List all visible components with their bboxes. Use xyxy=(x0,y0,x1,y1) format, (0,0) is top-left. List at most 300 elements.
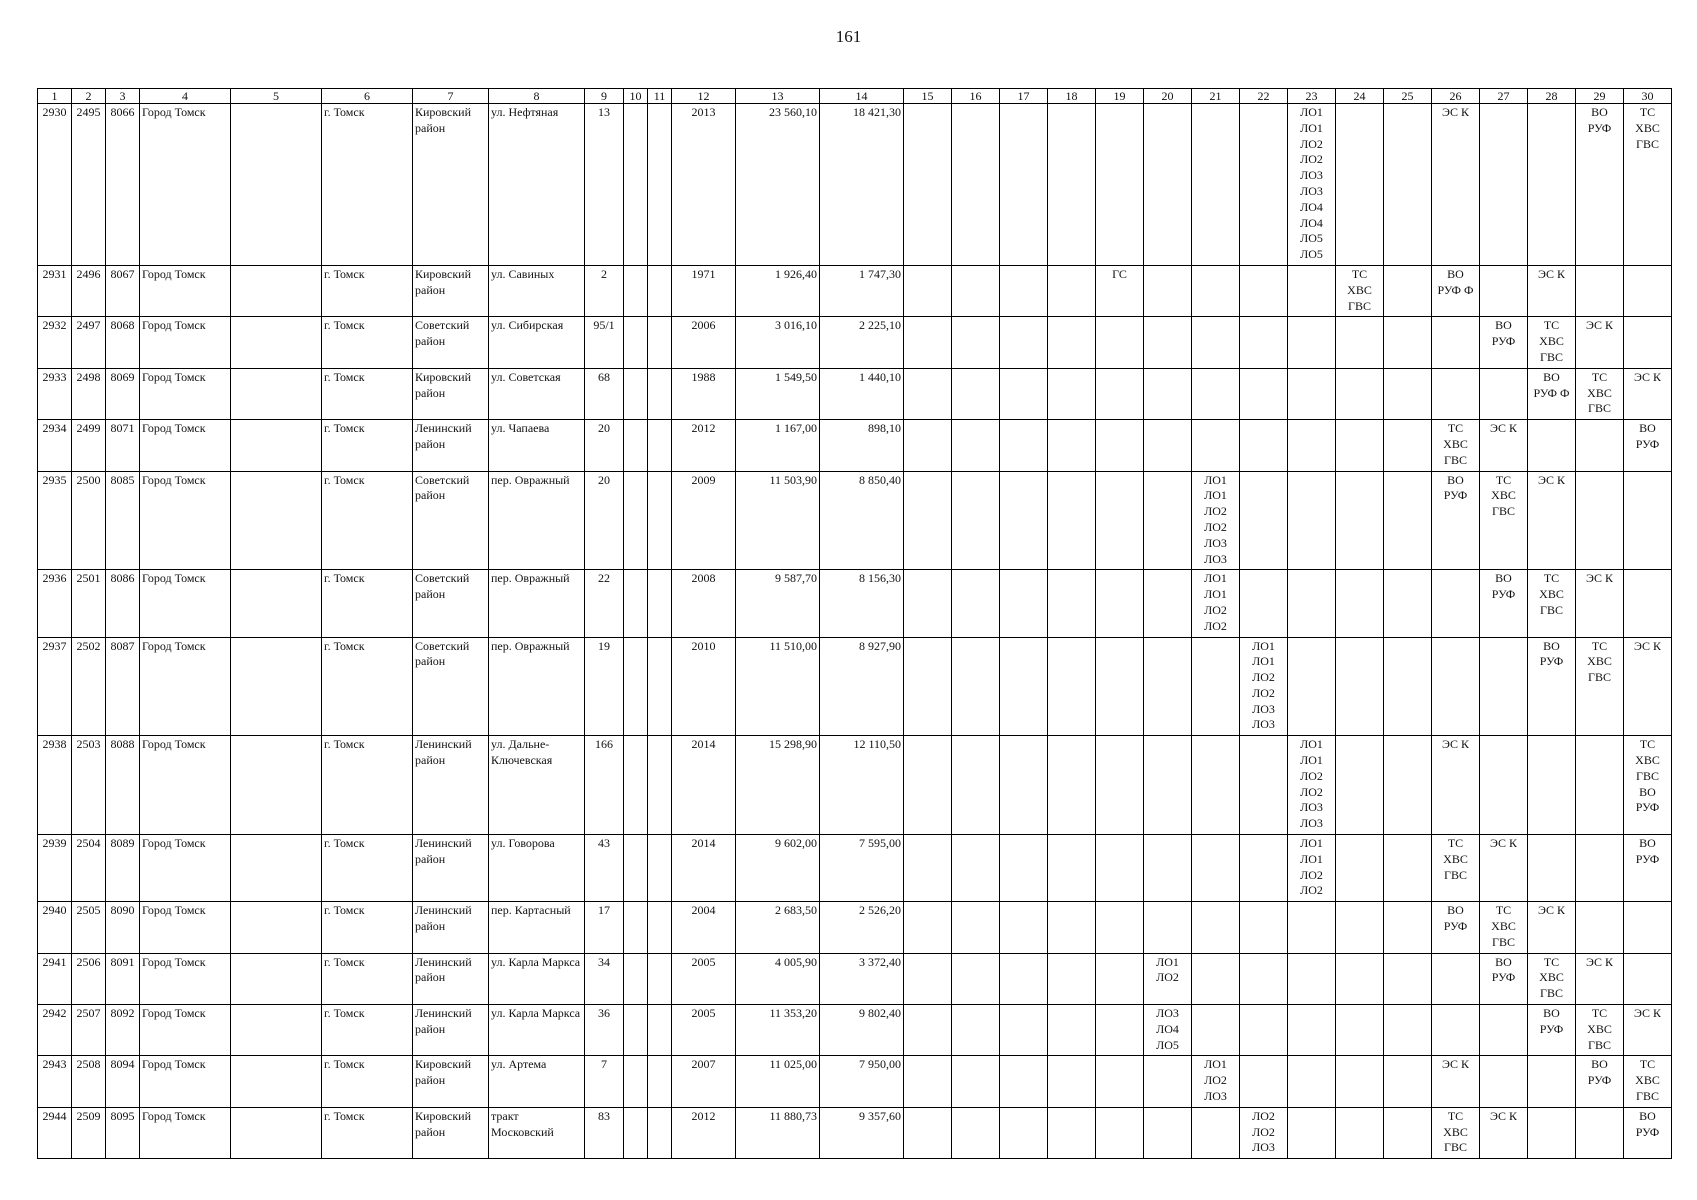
table-cell-col-4: Город Томск xyxy=(140,1107,231,1158)
cell-line: ХВС xyxy=(1443,436,1468,451)
table-cell-col-14: 3 372,40 xyxy=(820,953,904,1004)
table-cell-col-8: ул. Чапаева xyxy=(489,420,585,471)
table-cell-col-19 xyxy=(1096,1056,1144,1107)
table-cell-col-17 xyxy=(1000,368,1048,419)
table-cell-col-26: ЭС К xyxy=(1432,1056,1480,1107)
table-cell-col-6: г. Томск xyxy=(322,1005,413,1056)
table-cell-col-8: ул. Артема xyxy=(489,1056,585,1107)
table-cell-col-11 xyxy=(648,317,672,368)
table-cell-col-25 xyxy=(1384,265,1432,316)
table-cell-col-16 xyxy=(952,902,1000,953)
table-cell-col-28 xyxy=(1528,637,1576,736)
table-cell-col-6: г. Томск xyxy=(322,368,413,419)
table-cell-col-8: тракт Московский xyxy=(489,1107,585,1158)
table-cell-col-10 xyxy=(624,1005,648,1056)
table-row xyxy=(38,471,1672,570)
cell-line: ТС xyxy=(1639,737,1656,752)
table-cell-col-6: г. Томск xyxy=(322,265,413,316)
table-cell-col-5 xyxy=(231,1056,322,1107)
cell-line: ХВС xyxy=(1443,851,1468,866)
cell-line: РУФ xyxy=(1491,334,1516,349)
table-cell-col-14: 2 526,20 xyxy=(820,902,904,953)
column-number-28: 28 xyxy=(1528,89,1576,104)
column-number-4: 4 xyxy=(140,89,231,104)
cell-line: ЛО2 xyxy=(1156,970,1179,985)
table-cell-col-7: Ленинский район xyxy=(413,953,489,1004)
table-cell-col-22 xyxy=(1240,1056,1288,1107)
cell-line: ЛО1 xyxy=(1252,654,1275,669)
table-cell-col-29 xyxy=(1576,265,1624,316)
table-cell-col-24 xyxy=(1336,420,1384,471)
table-cell-col-18 xyxy=(1048,471,1096,570)
cell-line: ВО xyxy=(1639,784,1656,799)
table-cell-col-1: 2934 xyxy=(38,420,72,471)
table-row xyxy=(38,570,1672,637)
table-cell-col-18 xyxy=(1048,1056,1096,1107)
table-cell-col-16 xyxy=(952,420,1000,471)
table-cell-col-15 xyxy=(904,471,952,570)
column-number-26: 26 xyxy=(1432,89,1480,104)
table-cell-col-1: 2935 xyxy=(38,471,72,570)
table-cell-col-25 xyxy=(1384,1005,1432,1056)
table-cell-col-15 xyxy=(904,570,952,637)
table-cell-col-3: 8092 xyxy=(106,1005,140,1056)
table-cell-col-23 xyxy=(1288,420,1336,471)
table-cell-col-20 xyxy=(1144,368,1192,419)
cell-line: ЛО2 xyxy=(1300,768,1323,783)
table-cell-col-13: 1 549,50 xyxy=(736,368,820,419)
cell-line: ТС xyxy=(1495,472,1512,487)
table-cell-col-20 xyxy=(1144,1056,1192,1107)
table-cell-col-24 xyxy=(1336,368,1384,419)
table-cell-col-28 xyxy=(1528,1107,1576,1158)
table-cell-col-12: 2004 xyxy=(672,902,736,953)
table-cell-col-9: 7 xyxy=(585,1056,624,1107)
table-cell-col-18 xyxy=(1048,637,1096,736)
cell-line: ЛО5 xyxy=(1300,231,1323,246)
table-cell-col-2: 2506 xyxy=(72,953,106,1004)
table-row xyxy=(38,104,1672,266)
table-cell-col-2: 2500 xyxy=(72,471,106,570)
cell-line: ЛО4 xyxy=(1300,215,1323,230)
table-cell-col-28 xyxy=(1528,104,1576,266)
cell-line: ХВС xyxy=(1635,1073,1660,1088)
cell-line: ЛО3 xyxy=(1252,717,1275,732)
table-cell-col-26 xyxy=(1432,953,1480,1004)
table-cell-col-20 xyxy=(1144,265,1192,316)
table-cell-col-29 xyxy=(1576,368,1624,419)
table-cell-col-23 xyxy=(1288,265,1336,316)
table-cell-col-22 xyxy=(1240,902,1288,953)
table-cell-col-7: Ленинский район xyxy=(413,736,489,835)
table-cell-col-1: 2932 xyxy=(38,317,72,368)
table-cell-col-25 xyxy=(1384,570,1432,637)
table-cell-col-30 xyxy=(1624,317,1672,368)
table-cell-col-27: ЭС К xyxy=(1480,835,1528,902)
table-cell-col-29 xyxy=(1576,835,1624,902)
table-cell-col-14: 7 595,00 xyxy=(820,835,904,902)
table-cell-col-2: 2497 xyxy=(72,317,106,368)
table-cell-col-14: 9 802,40 xyxy=(820,1005,904,1056)
table-cell-col-12: 2006 xyxy=(672,317,736,368)
table-cell-col-3: 8091 xyxy=(106,953,140,1004)
table-cell-col-14: 18 421,30 xyxy=(820,104,904,266)
table-cell-col-18 xyxy=(1048,736,1096,835)
table-cell-col-10 xyxy=(624,953,648,1004)
table-cell-col-21 xyxy=(1192,317,1240,368)
cell-line: ЛО1 xyxy=(1300,851,1323,866)
table-cell-col-8: пер. Картасный xyxy=(489,902,585,953)
table-cell-col-7: Советский район xyxy=(413,471,489,570)
table-cell-col-4: Город Томск xyxy=(140,104,231,266)
table-cell-col-10 xyxy=(624,570,648,637)
cell-line: ЛО1 xyxy=(1204,1057,1227,1072)
cell-line: ХВС xyxy=(1347,282,1372,297)
table-cell-col-22 xyxy=(1240,317,1288,368)
column-number-17: 17 xyxy=(1000,89,1048,104)
table-cell-col-5 xyxy=(231,835,322,902)
table-cell-col-9: 13 xyxy=(585,104,624,266)
column-number-16: 16 xyxy=(952,89,1000,104)
cell-line: РУФ xyxy=(1491,970,1516,985)
cell-line: ГВС xyxy=(1540,349,1563,364)
table-cell-col-13: 11 503,90 xyxy=(736,471,820,570)
table-cell-col-22 xyxy=(1240,471,1288,570)
table-cell-col-7: Советский район xyxy=(413,317,489,368)
table-cell-col-5 xyxy=(231,265,322,316)
table-cell-col-2: 2505 xyxy=(72,902,106,953)
table-cell-col-16 xyxy=(952,317,1000,368)
table-cell-col-6: г. Томск xyxy=(322,1056,413,1107)
table-cell-col-3: 8066 xyxy=(106,104,140,266)
table-cell-col-11 xyxy=(648,104,672,266)
table-cell-col-17 xyxy=(1000,835,1048,902)
cell-line: ЛО4 xyxy=(1300,199,1323,214)
table-cell-col-23 xyxy=(1288,953,1336,1004)
table-cell-col-10 xyxy=(624,317,648,368)
table-cell-col-4: Город Томск xyxy=(140,637,231,736)
table-cell-col-27 xyxy=(1480,902,1528,953)
table-cell-col-26 xyxy=(1432,1005,1480,1056)
table-cell-col-12: 2012 xyxy=(672,1107,736,1158)
cell-line: ЛО3 xyxy=(1204,535,1227,550)
table-cell-col-29 xyxy=(1576,471,1624,570)
cell-line: ЛО1 xyxy=(1204,472,1227,487)
table-cell-col-19 xyxy=(1096,736,1144,835)
table-cell-col-6: г. Томск xyxy=(322,736,413,835)
table-cell-col-20 xyxy=(1144,104,1192,266)
table-cell-col-15 xyxy=(904,368,952,419)
table-cell-col-4: Город Томск xyxy=(140,420,231,471)
table-cell-col-30 xyxy=(1624,570,1672,637)
table-cell-col-12: 2005 xyxy=(672,1005,736,1056)
table-cell-col-21 xyxy=(1192,570,1240,637)
table-cell-col-6: г. Томск xyxy=(322,1107,413,1158)
table-cell-col-27 xyxy=(1480,1005,1528,1056)
table-cell-col-23 xyxy=(1288,736,1336,835)
table-cell-col-12: 2010 xyxy=(672,637,736,736)
table-row xyxy=(38,368,1672,419)
table-cell-col-12: 2008 xyxy=(672,570,736,637)
cell-line: РУФ xyxy=(1443,488,1468,503)
cell-line: РУФ xyxy=(1635,1124,1660,1139)
table-cell-col-6: г. Томск xyxy=(322,835,413,902)
column-number-1: 1 xyxy=(38,89,72,104)
cell-line: РУФ xyxy=(1491,587,1516,602)
table-cell-col-1: 2931 xyxy=(38,265,72,316)
table-cell-col-8: ул. Карла Маркса xyxy=(489,1005,585,1056)
table-cell-col-4: Город Томск xyxy=(140,1056,231,1107)
cell-line: ЛО5 xyxy=(1156,1037,1179,1052)
table-cell-col-27 xyxy=(1480,953,1528,1004)
table-cell-col-29 xyxy=(1576,637,1624,736)
table-cell-col-24 xyxy=(1336,570,1384,637)
cell-line: ЛО1 xyxy=(1300,120,1323,135)
cell-line: ЛО2 xyxy=(1252,1124,1275,1139)
table-cell-col-17 xyxy=(1000,1107,1048,1158)
table-cell-col-2: 2509 xyxy=(72,1107,106,1158)
table-cell-col-3: 8095 xyxy=(106,1107,140,1158)
table-cell-col-20 xyxy=(1144,835,1192,902)
cell-line: ЛО3 xyxy=(1252,701,1275,716)
table-cell-col-27 xyxy=(1480,736,1528,835)
table-cell-col-16 xyxy=(952,637,1000,736)
cell-line: ХВС xyxy=(1491,919,1516,934)
table-cell-col-18 xyxy=(1048,835,1096,902)
table-row xyxy=(38,1005,1672,1056)
table-cell-col-5 xyxy=(231,736,322,835)
table-cell-col-21 xyxy=(1192,1107,1240,1158)
table-cell-col-16 xyxy=(952,736,1000,835)
table-cell-col-24 xyxy=(1336,902,1384,953)
table-cell-col-18 xyxy=(1048,368,1096,419)
table-cell-col-3: 8071 xyxy=(106,420,140,471)
column-number-27: 27 xyxy=(1480,89,1528,104)
table-cell-col-11 xyxy=(648,902,672,953)
table-cell-col-11 xyxy=(648,1107,672,1158)
table-cell-col-22 xyxy=(1240,104,1288,266)
table-cell-col-20 xyxy=(1144,570,1192,637)
table-cell-col-11 xyxy=(648,265,672,316)
table-cell-col-17 xyxy=(1000,265,1048,316)
table-cell-col-23 xyxy=(1288,317,1336,368)
table-cell-col-17 xyxy=(1000,104,1048,266)
cell-line: ЛО3 xyxy=(1300,800,1323,815)
table-cell-col-9: 20 xyxy=(585,420,624,471)
table-cell-col-10 xyxy=(624,104,648,266)
table-cell-col-15 xyxy=(904,902,952,953)
table-cell-col-19: ГС xyxy=(1096,265,1144,316)
table-cell-col-16 xyxy=(952,265,1000,316)
table-cell-col-24 xyxy=(1336,1107,1384,1158)
table-cell-col-21 xyxy=(1192,1005,1240,1056)
table-cell-col-1: 2938 xyxy=(38,736,72,835)
table-cell-col-4: Город Томск xyxy=(140,736,231,835)
table-cell-col-16 xyxy=(952,368,1000,419)
table-cell-col-22 xyxy=(1240,420,1288,471)
table-cell-col-10 xyxy=(624,471,648,570)
table-cell-col-23 xyxy=(1288,1107,1336,1158)
table-row xyxy=(38,265,1672,316)
table-cell-col-13: 15 298,90 xyxy=(736,736,820,835)
cell-line: ЛО1 xyxy=(1204,488,1227,503)
cell-line: ЛО1 xyxy=(1156,954,1179,969)
table-cell-col-22 xyxy=(1240,368,1288,419)
table-cell-col-23 xyxy=(1288,835,1336,902)
table-cell-col-28 xyxy=(1528,1056,1576,1107)
table-cell-col-28 xyxy=(1528,835,1576,902)
column-number-2: 2 xyxy=(72,89,106,104)
table-cell-col-4: Город Томск xyxy=(140,902,231,953)
table-cell-col-13: 11 353,20 xyxy=(736,1005,820,1056)
table-cell-col-17 xyxy=(1000,570,1048,637)
table-cell-col-2: 2495 xyxy=(72,104,106,266)
cell-line: ВО xyxy=(1495,571,1512,586)
table-cell-col-7: Кировский район xyxy=(413,1056,489,1107)
table-cell-col-19 xyxy=(1096,637,1144,736)
table-cell-col-20 xyxy=(1144,1107,1192,1158)
table-cell-col-25 xyxy=(1384,902,1432,953)
table-row xyxy=(38,902,1672,953)
table-cell-col-3: 8088 xyxy=(106,736,140,835)
table-cell-col-20 xyxy=(1144,1005,1192,1056)
table-cell-col-6: г. Томск xyxy=(322,902,413,953)
table-cell-col-3: 8089 xyxy=(106,835,140,902)
table-cell-col-17 xyxy=(1000,471,1048,570)
table-cell-col-10 xyxy=(624,368,648,419)
table-cell-col-24 xyxy=(1336,471,1384,570)
table-cell-col-25 xyxy=(1384,1056,1432,1107)
table-cell-col-26 xyxy=(1432,420,1480,471)
table-cell-col-16 xyxy=(952,104,1000,266)
cell-line: ЛО1 xyxy=(1204,571,1227,586)
table-cell-col-16 xyxy=(952,953,1000,1004)
table-cell-col-26: ЭС К xyxy=(1432,736,1480,835)
cell-line: РУФ xyxy=(1587,120,1612,135)
table-cell-col-4: Город Томск xyxy=(140,368,231,419)
table-cell-col-15 xyxy=(904,420,952,471)
table-cell-col-22 xyxy=(1240,1005,1288,1056)
table-cell-col-8: ул. Говорова xyxy=(489,835,585,902)
table-cell-col-2: 2503 xyxy=(72,736,106,835)
cell-line: ТС xyxy=(1495,903,1512,918)
table-cell-col-24 xyxy=(1336,265,1384,316)
cell-line: ЛО2 xyxy=(1204,618,1227,633)
cell-line: РУФ xyxy=(1635,436,1660,451)
table-cell-col-18 xyxy=(1048,1107,1096,1158)
cell-line: ГВС xyxy=(1636,768,1659,783)
table-cell-col-9: 43 xyxy=(585,835,624,902)
cell-line: ЛО3 xyxy=(1300,183,1323,198)
cell-line: ХВС xyxy=(1539,334,1564,349)
table-cell-col-10 xyxy=(624,736,648,835)
table-cell-col-7: Кировский район xyxy=(413,368,489,419)
table-cell-col-16 xyxy=(952,835,1000,902)
table-cell-col-6: г. Томск xyxy=(322,570,413,637)
table-cell-col-1: 2936 xyxy=(38,570,72,637)
table-cell-col-13: 11 025,00 xyxy=(736,1056,820,1107)
cell-line: ВО xyxy=(1639,836,1656,851)
cell-line: ХВС xyxy=(1539,970,1564,985)
column-number-10: 10 xyxy=(624,89,648,104)
cell-line: ЛО2 xyxy=(1252,1108,1275,1123)
table-cell-col-21 xyxy=(1192,953,1240,1004)
table-cell-col-26 xyxy=(1432,835,1480,902)
table-cell-col-13: 9 587,70 xyxy=(736,570,820,637)
table-cell-col-11 xyxy=(648,570,672,637)
table-cell-col-9: 2 xyxy=(585,265,624,316)
table-cell-col-11 xyxy=(648,1056,672,1107)
table-cell-col-27 xyxy=(1480,637,1528,736)
table-cell-col-15 xyxy=(904,1056,952,1107)
table-cell-col-10 xyxy=(624,637,648,736)
table-cell-col-7: Кировский район xyxy=(413,265,489,316)
table-cell-col-7: Ленинский район xyxy=(413,835,489,902)
table-cell-col-10 xyxy=(624,902,648,953)
cell-line: ЛО2 xyxy=(1300,867,1323,882)
table-cell-col-14: 7 950,00 xyxy=(820,1056,904,1107)
table-cell-col-24 xyxy=(1336,104,1384,266)
table-cell-col-25 xyxy=(1384,637,1432,736)
table-row xyxy=(38,317,1672,368)
table-cell-col-1: 2944 xyxy=(38,1107,72,1158)
table-cell-col-5 xyxy=(231,902,322,953)
cell-line: ЛО1 xyxy=(1204,587,1227,602)
table-cell-col-21 xyxy=(1192,902,1240,953)
table-cell-col-16 xyxy=(952,1056,1000,1107)
table-cell-col-18 xyxy=(1048,902,1096,953)
table-cell-col-7: Советский район xyxy=(413,570,489,637)
table-cell-col-19 xyxy=(1096,420,1144,471)
table-cell-col-25 xyxy=(1384,953,1432,1004)
table-cell-col-7: Советский район xyxy=(413,637,489,736)
table-cell-col-30 xyxy=(1624,1056,1672,1107)
table-cell-col-12: 2012 xyxy=(672,420,736,471)
column-number-3: 3 xyxy=(106,89,140,104)
cell-line: ВО xyxy=(1495,954,1512,969)
cell-line: ЛО2 xyxy=(1204,1073,1227,1088)
table-cell-col-4: Город Томск xyxy=(140,835,231,902)
table-cell-col-24 xyxy=(1336,637,1384,736)
table-cell-col-1: 2941 xyxy=(38,953,72,1004)
table-cell-col-2: 2498 xyxy=(72,368,106,419)
table-cell-col-11 xyxy=(648,471,672,570)
table-cell-col-26 xyxy=(1432,317,1480,368)
table-cell-col-21 xyxy=(1192,637,1240,736)
table-cell-col-23 xyxy=(1288,637,1336,736)
column-number-23: 23 xyxy=(1288,89,1336,104)
table-cell-col-13: 3 016,10 xyxy=(736,317,820,368)
table-cell-col-12: 1988 xyxy=(672,368,736,419)
table-cell-col-6: г. Томск xyxy=(322,104,413,266)
cell-line: ТС xyxy=(1639,105,1656,119)
table-cell-col-22 xyxy=(1240,637,1288,736)
table-cell-col-5 xyxy=(231,420,322,471)
table-cell-col-23 xyxy=(1288,368,1336,419)
table-cell-col-20 xyxy=(1144,736,1192,835)
cell-line: ВО xyxy=(1543,1006,1560,1021)
table-cell-col-19 xyxy=(1096,835,1144,902)
table-cell-col-16 xyxy=(952,1005,1000,1056)
table-row xyxy=(38,637,1672,736)
table-cell-col-27 xyxy=(1480,471,1528,570)
table-cell-col-23 xyxy=(1288,471,1336,570)
cell-line: ТС xyxy=(1447,836,1464,851)
table-cell-col-2: 2501 xyxy=(72,570,106,637)
table-cell-col-3: 8087 xyxy=(106,637,140,736)
cell-line: ЛО2 xyxy=(1300,152,1323,167)
table-cell-col-8: пер. Овражный xyxy=(489,570,585,637)
